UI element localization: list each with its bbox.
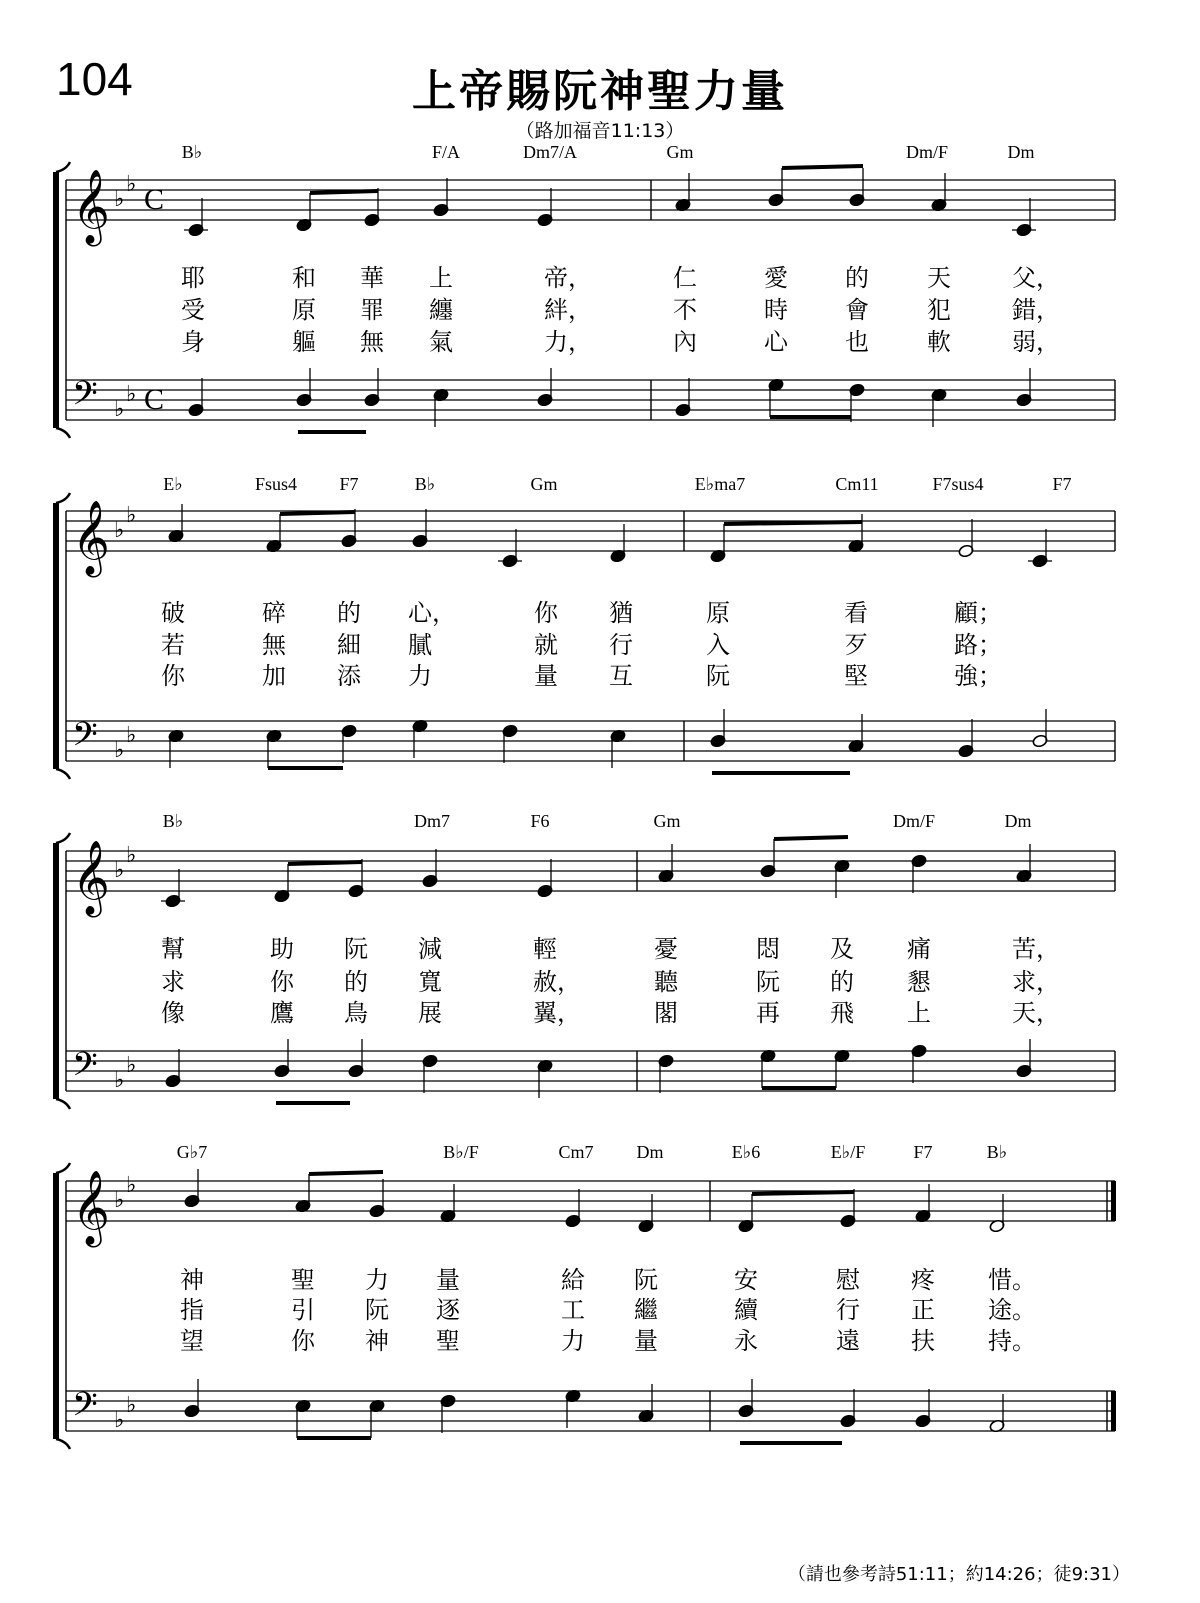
treble-note: [296, 193, 312, 232]
lyric-syllable: 惜。: [988, 1266, 1036, 1294]
lyric-syllable: 遠: [836, 1327, 860, 1355]
lyric-syllable: 強；: [954, 662, 1002, 690]
system-4: [56, 1163, 1116, 1449]
flat-icon: ♭: [126, 172, 137, 197]
lyric-syllable: 的: [344, 968, 368, 996]
bass-clef-icon: 𝄢: [72, 1046, 98, 1092]
lyric-syllable: 弱，: [1012, 328, 1060, 356]
lyric-syllable: 軀: [292, 328, 316, 356]
lyric-syllable: 錯，: [1012, 296, 1060, 324]
treble-note: [168, 504, 184, 543]
lyric-syllable: 阮: [634, 1266, 658, 1294]
lyric-syllable: 神: [180, 1266, 204, 1294]
chord-symbol: Dm7/A: [523, 142, 577, 162]
bracket-top: [56, 162, 70, 172]
lyric-syllable: 懇: [907, 968, 931, 996]
bass-note: [1016, 1039, 1032, 1078]
bass-note: [834, 1049, 850, 1088]
treble-note: [537, 859, 553, 898]
chord-symbol: Dm: [636, 1142, 664, 1162]
chord-symbol: Dm: [1007, 142, 1035, 162]
treble-clef-icon: 𝄞: [72, 841, 110, 915]
lyric-syllable: 無: [262, 631, 286, 659]
treble-staff-3: [66, 841, 1115, 918]
treble-note: [341, 509, 357, 548]
bass-clef-icon: 𝄢: [72, 716, 98, 762]
treble-note: [958, 519, 974, 558]
treble-note: [422, 849, 438, 888]
lyric-syllable: 痛: [907, 935, 931, 963]
treble-staff-4: [66, 1171, 1115, 1248]
treble-clef-icon: 𝄞: [72, 501, 110, 575]
bass-staff-2: [66, 716, 1115, 763]
lyric-syllable: 碎: [262, 599, 286, 627]
treble-note: [184, 198, 208, 237]
hymn-title: 上帝賜阮神聖力量: [412, 66, 788, 117]
lyric-syllable: 阮: [365, 1296, 389, 1324]
bass-note: [638, 1384, 654, 1423]
flat-icon: ♭: [126, 382, 137, 407]
bass-staff-1: [66, 375, 1115, 422]
treble-note: [364, 188, 380, 227]
lyric-syllable: 安: [734, 1266, 758, 1294]
flat-icon: ♭: [126, 1393, 137, 1418]
treble-note: [610, 524, 626, 563]
flat-icon: ♭: [114, 858, 125, 883]
lyric-syllable: 閣: [654, 999, 678, 1027]
lyric-syllable: 翼，: [533, 999, 581, 1027]
lyric-syllable: 求: [161, 968, 185, 996]
bracket-top: [56, 1163, 70, 1173]
bass-note: [440, 1394, 456, 1433]
treble-note: [369, 1179, 385, 1218]
treble-clef-icon: 𝄞: [72, 170, 110, 244]
bass-note: [675, 378, 691, 417]
bass-note: [911, 1044, 927, 1083]
lyric-syllable: 就: [534, 631, 558, 659]
chord-symbol: Cm7: [558, 1142, 594, 1162]
bass-note: [295, 1399, 311, 1438]
lyric-syllable: 減: [418, 935, 442, 963]
lyric-syllable: 天，: [1012, 999, 1060, 1027]
treble-clef-icon: 𝄞: [72, 1171, 110, 1245]
beam: [280, 512, 355, 514]
lyric-syllable: 慰: [836, 1266, 860, 1294]
bass-note: [168, 729, 184, 768]
lyric-syllable: 續: [734, 1296, 758, 1324]
treble-note: [266, 514, 282, 553]
lyric-syllable: 行: [836, 1296, 860, 1324]
chord-symbol: B♭: [414, 474, 436, 494]
lyric-syllable: 聖: [436, 1327, 460, 1355]
bass-note: [165, 1049, 181, 1088]
chord-symbol: Cm11: [835, 474, 879, 494]
bass-note: [537, 368, 553, 407]
treble-note: [931, 173, 947, 212]
lyric-syllable: 愛: [764, 264, 788, 292]
lyric-syllable: 你: [534, 599, 558, 627]
lyric-syllable: 堅: [844, 662, 868, 690]
lyric-syllable: 你: [161, 662, 185, 690]
treble-note: [1028, 529, 1052, 568]
treble-note: [760, 839, 776, 878]
beam: [309, 1172, 383, 1174]
treble-note: [911, 854, 927, 893]
bass-note: [422, 1054, 438, 1093]
bass-note: [768, 378, 784, 417]
bass-note: [710, 709, 726, 748]
lyric-syllable: 阮: [756, 968, 780, 996]
chord-symbol: F7: [1052, 474, 1072, 494]
treble-note: [537, 188, 553, 227]
lyric-syllable: 赦，: [533, 968, 581, 996]
lyric-syllable: 膩: [408, 631, 432, 659]
lyric-syllable: 引: [291, 1296, 315, 1324]
lyric-syllable: 工: [561, 1296, 585, 1324]
lyric-syllable: 顧；: [954, 599, 1002, 627]
lyric-syllable: 和: [292, 264, 316, 292]
treble-note: [638, 1194, 654, 1233]
lyric-syllable: 細: [337, 631, 361, 659]
lyric-syllable: 罪: [360, 296, 384, 324]
lyric-syllable: 若: [161, 631, 185, 659]
lyric-syllable: 纏: [429, 296, 453, 324]
treble-note: [849, 168, 865, 207]
lyric-syllable: 寬: [418, 968, 442, 996]
treble-note: [440, 1184, 456, 1223]
bass-note: [931, 388, 947, 427]
lyric-syllable: 受: [181, 296, 205, 324]
bass-note: [848, 714, 864, 753]
lyric-syllable: 上: [429, 264, 453, 292]
chord-symbol: G♭7: [176, 1142, 208, 1162]
system-3: [56, 833, 1115, 1109]
lyric-syllable: 力: [561, 1327, 585, 1355]
lyric-syllable: 持。: [988, 1327, 1036, 1355]
treble-note: [274, 864, 290, 903]
chord-symbol: Dm/F: [905, 142, 949, 162]
lyric-syllable: 看: [844, 599, 868, 627]
lyric-syllable: 原: [292, 296, 316, 324]
lyric-syllable: 的: [337, 599, 361, 627]
bass-note: [274, 1039, 290, 1078]
bass-note: [1016, 368, 1032, 407]
bracket-top: [56, 493, 70, 503]
bass-note: [658, 1054, 674, 1093]
treble-note: [412, 509, 428, 548]
beam: [752, 1192, 854, 1194]
bass-note: [1032, 709, 1048, 748]
lyric-syllable: 絆，: [544, 296, 592, 324]
chord-symbol: F/A: [431, 142, 461, 162]
lyric-syllable: 像: [161, 999, 185, 1027]
lyric-syllable: 心，: [408, 599, 456, 627]
lyric-syllable: 耶: [181, 264, 205, 292]
flat-icon: ♭: [114, 738, 125, 763]
treble-note: [738, 1194, 754, 1233]
bass-note: [502, 724, 518, 763]
treble-note: [433, 178, 449, 217]
lyric-syllable: 心: [764, 328, 788, 356]
treble-note: [565, 1189, 581, 1228]
lyric-syllable: 飛: [830, 999, 854, 1027]
treble-note: [915, 1184, 931, 1223]
bracket-top: [56, 833, 70, 843]
beam: [288, 862, 362, 864]
flat-icon: ♭: [126, 1173, 137, 1198]
lyric-syllable: 指: [180, 1296, 204, 1324]
chord-symbol: B♭: [162, 811, 184, 831]
time-signature: C: [144, 383, 165, 416]
lyric-syllable: 華: [360, 264, 384, 292]
treble-note: [1012, 198, 1036, 237]
scripture-reference: （路加福音11:13）: [515, 120, 685, 142]
lyric-syllable: 內: [673, 328, 697, 356]
bass-note: [412, 719, 428, 758]
beam: [774, 837, 848, 839]
treble-note: [989, 1194, 1005, 1233]
chord-symbol: Dm: [1004, 811, 1032, 831]
lyric-syllable: 你: [270, 968, 294, 996]
chord-symbol: Gm: [653, 811, 681, 831]
bass-clef-icon: 𝄢: [72, 375, 98, 421]
lyric-syllable: 疼: [911, 1266, 935, 1294]
bass-note: [989, 1394, 1005, 1433]
lyric-syllable: 望: [180, 1327, 204, 1355]
treble-note: [1016, 844, 1032, 883]
lyric-syllable: 助: [270, 935, 294, 963]
bracket-bottom: [56, 769, 70, 779]
lyric-syllable: 再: [756, 999, 780, 1027]
treble-note: [834, 859, 850, 898]
bass-note: [184, 1379, 200, 1418]
flat-icon: ♭: [114, 187, 125, 212]
lyric-syllable: 苦，: [1012, 935, 1060, 963]
lyric-syllable: 求，: [1012, 968, 1060, 996]
bass-staff-3: [66, 1046, 1115, 1093]
treble-note: [348, 859, 364, 898]
lyric-syllable: 量: [534, 662, 558, 690]
lyric-syllable: 父，: [1012, 264, 1060, 292]
lyric-syllable: 行: [609, 631, 633, 659]
bass-note: [266, 729, 282, 768]
lyric-syllable: 你: [291, 1327, 315, 1355]
chord-symbol: E♭/F: [830, 1142, 866, 1162]
lyric-syllable: 的: [845, 264, 869, 292]
treble-note: [161, 869, 185, 908]
chord-symbol: F7: [913, 1142, 933, 1162]
lyric-syllable: 途。: [988, 1296, 1036, 1324]
lyric-syllable: 的: [830, 968, 854, 996]
treble-note: [675, 173, 691, 212]
lyric-syllable: 路；: [954, 631, 1002, 659]
lyric-syllable: 猶: [609, 599, 633, 627]
chord-symbol: E♭6: [731, 1142, 761, 1162]
flat-icon: ♭: [114, 1188, 125, 1213]
lyric-syllable: 阮: [706, 662, 730, 690]
chord-symbol: Dm/F: [892, 811, 936, 831]
bass-note: [849, 383, 865, 422]
bass-note: [738, 1379, 754, 1418]
lyric-syllable: 逐: [436, 1296, 460, 1324]
chord-symbol: B♭: [181, 142, 203, 162]
flat-icon: ♭: [114, 1408, 125, 1433]
lyric-syllable: 添: [337, 662, 361, 690]
treble-note: [840, 1189, 856, 1228]
bass-note: [915, 1389, 931, 1428]
lyric-syllable: 正: [911, 1296, 935, 1324]
bass-note: [760, 1049, 776, 1088]
lyric-syllable: 上: [907, 999, 931, 1027]
lyric-syllable: 力: [408, 662, 432, 690]
treble-staff-1: [66, 170, 1115, 247]
lyric-syllable: 永: [734, 1327, 758, 1355]
lyric-syllable: 時: [764, 296, 788, 324]
lyric-syllable: 阮: [344, 935, 368, 963]
chord-symbol: F7: [339, 474, 359, 494]
chord-symbol: E♭ma7: [694, 474, 746, 494]
lyric-syllable: 身: [181, 328, 205, 356]
lyric-syllable: 展: [418, 999, 442, 1027]
bass-note: [188, 378, 204, 417]
bracket-bottom: [56, 1099, 70, 1109]
time-signature: C: [144, 183, 165, 216]
lyric-syllable: 扶: [911, 1327, 935, 1355]
lyric-syllable: 不: [673, 296, 697, 324]
treble-note: [184, 1169, 200, 1208]
lyric-syllable: 原: [706, 599, 730, 627]
bass-note: [610, 729, 626, 768]
lyric-syllable: 量: [634, 1327, 658, 1355]
chord-symbol: Dm7: [414, 811, 450, 831]
lyric-syllable: 仁: [673, 264, 697, 292]
bass-note: [958, 719, 974, 758]
treble-note: [768, 168, 784, 207]
beam: [782, 166, 863, 168]
lyric-syllable: 鳥: [344, 999, 368, 1027]
treble-note: [295, 1174, 311, 1213]
lyric-syllable: 入: [706, 631, 730, 659]
bass-note: [364, 368, 380, 407]
chord-symbol: Fsus4: [254, 474, 298, 494]
bass-note: [537, 1059, 553, 1098]
lyric-syllable: 幫: [161, 935, 185, 963]
lyric-syllable: 無: [360, 328, 384, 356]
flat-icon: ♭: [114, 518, 125, 543]
bass-note: [369, 1399, 385, 1438]
flat-icon: ♭: [126, 1053, 137, 1078]
lyric-syllable: 量: [436, 1266, 460, 1294]
lyric-syllable: 輕: [533, 935, 557, 963]
lyric-syllable: 聖: [291, 1266, 315, 1294]
treble-note: [848, 514, 864, 553]
lyric-syllable: 天: [927, 264, 951, 292]
lyric-syllable: 悶: [756, 935, 780, 963]
chord-symbol: B♭: [986, 1142, 1008, 1162]
lyric-syllable: 破: [161, 599, 185, 627]
flat-icon: ♭: [114, 1068, 125, 1093]
scripture-footnote: （請也參考詩51:11；約14:26；徒9:31）: [787, 1564, 1130, 1585]
lyric-syllable: 聽: [654, 968, 678, 996]
lyric-syllable: 犯: [927, 296, 951, 324]
treble-note: [658, 844, 674, 883]
bracket-bottom: [56, 428, 70, 438]
lyric-syllable: 給: [561, 1266, 585, 1294]
lyric-syllable: 互: [609, 662, 633, 690]
bass-staff-4: [66, 1386, 1115, 1433]
lyric-syllable: 帝，: [544, 264, 592, 292]
lyric-syllable: 也: [845, 328, 869, 356]
lyric-syllable: 憂: [654, 935, 678, 963]
lyric-syllable: 歹: [844, 631, 868, 659]
treble-note: [498, 529, 522, 568]
hymn-number: 104: [56, 53, 133, 105]
chord-symbol: B♭/F: [443, 1142, 479, 1162]
beam: [310, 191, 378, 193]
chord-symbol: Gm: [666, 142, 694, 162]
beam: [724, 522, 862, 524]
lyric-syllable: 軟: [927, 328, 951, 356]
lyric-syllable: 加: [262, 662, 286, 690]
bass-clef-icon: 𝄢: [72, 1386, 98, 1432]
chord-symbol: F7sus4: [932, 474, 984, 494]
flat-icon: ♭: [126, 503, 137, 528]
lyric-syllable: 氣: [429, 328, 453, 356]
lyric-syllable: 鷹: [270, 999, 294, 1027]
chord-symbol: Gm: [530, 474, 558, 494]
bass-note: [840, 1389, 856, 1428]
bass-note: [348, 1039, 364, 1078]
bass-note: [341, 724, 357, 763]
flat-icon: ♭: [126, 843, 137, 868]
lyric-syllable: 及: [830, 935, 854, 963]
chord-symbol: F6: [530, 811, 550, 831]
lyric-syllable: 力: [365, 1266, 389, 1294]
treble-staff-2: [66, 501, 1115, 578]
bass-note: [565, 1389, 581, 1428]
lyric-syllable: 神: [365, 1327, 389, 1355]
flat-icon: ♭: [126, 723, 137, 748]
treble-note: [710, 524, 726, 563]
bass-note: [296, 368, 312, 407]
bass-note: [433, 388, 449, 427]
lyric-syllable: 繼: [634, 1296, 658, 1324]
bracket-bottom: [56, 1439, 70, 1449]
lyric-syllable: 力，: [544, 328, 592, 356]
flat-icon: ♭: [114, 397, 125, 422]
lyric-syllable: 會: [845, 296, 869, 324]
chord-symbol: E♭: [163, 474, 183, 494]
